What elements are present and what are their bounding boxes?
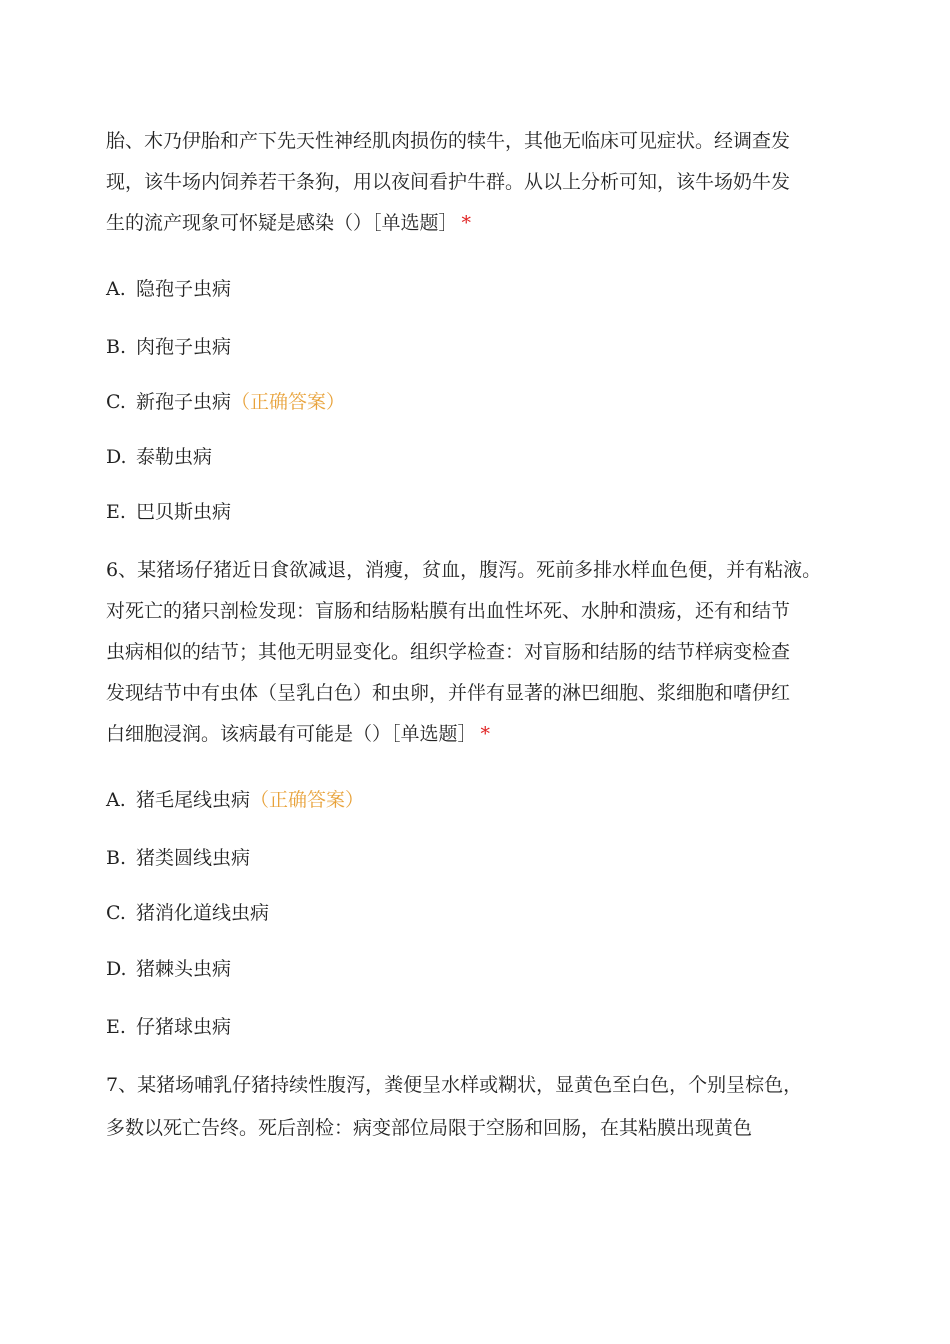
q6-option-e[interactable] [106, 1014, 231, 1040]
option-letter: D. [106, 446, 127, 468]
q6-stem-line-1: 6、某猪场仔猪近日食欲减退，消瘦，贫血，腹泻。死前多排水样血色便，并有粘液。 [106, 559, 822, 581]
q6-stem-line-4: 发现结节中有虫体（呈乳白色）和虫卵，并伴有显著的淋巴细胞、浆细胞和嗜伊红 [106, 682, 791, 704]
q5-stem-line-2: 现，该牛场内饲养若干条狗，用以夜间看护牛群。从以上分析可知，该牛场奶牛发 [106, 171, 791, 193]
option-letter: A. [106, 789, 126, 811]
q5-option-a[interactable] [106, 276, 231, 302]
q6-stem-text: 白细胞浸润。该病最有可能是（）［单选题］ [106, 723, 477, 745]
option-letter: B. [106, 847, 127, 869]
option-text: 隐孢子虫病 [136, 278, 232, 300]
option-text: 猪毛尾线虫病 [136, 789, 251, 811]
option-text: 巴贝斯虫病 [136, 501, 232, 523]
option-letter: A. [106, 278, 126, 300]
q6-stem-line-2: 对死亡的猪只剖检发现：盲肠和结肠粘膜有出血性坏死、水肿和溃疡，还有和结节 [106, 600, 791, 622]
correct-answer-note: （正确答案） [250, 789, 365, 811]
q5-option-e[interactable] [106, 499, 231, 525]
option-text: 猪棘头虫病 [136, 958, 232, 980]
option-letter: E. [106, 501, 126, 523]
q6-stem-line-3: 虫病相似的结节；其他无明显变化。组织学检查：对盲肠和结肠的结节样病变检查 [106, 641, 791, 663]
q6-stem-line-5 [106, 721, 490, 747]
q5-option-d[interactable] [106, 444, 212, 470]
q6-option-d[interactable] [106, 956, 231, 982]
q6-option-c[interactable] [106, 900, 269, 926]
option-text: 新孢子虫病 [136, 391, 232, 413]
option-text: 肉孢子虫病 [136, 336, 232, 358]
option-text: 泰勒虫病 [136, 446, 213, 468]
option-text: 仔猪球虫病 [136, 1016, 232, 1038]
option-letter: B. [106, 336, 127, 358]
correct-answer-note: （正确答案） [231, 391, 346, 413]
required-mark: * [480, 723, 491, 745]
option-text: 猪消化道线虫病 [136, 902, 270, 924]
q5-stem-text: 生的流产现象可怀疑是感染（）［单选题］ [106, 212, 458, 234]
option-letter: C. [106, 391, 126, 413]
required-mark: * [461, 212, 472, 234]
q5-option-c[interactable] [106, 389, 345, 415]
option-text: 猪类圆线虫病 [136, 847, 251, 869]
q5-stem-line-1: 胎、木乃伊胎和产下先天性神经肌肉损伤的犊牛，其他无临床可见症状。经调查发 [106, 130, 791, 152]
q6-option-a[interactable] [106, 787, 364, 813]
option-letter: C. [106, 902, 126, 924]
option-letter: D. [106, 958, 127, 980]
q7-stem-line-1: 7、某猪场哺乳仔猪持续性腹泻，粪便呈水样或糊状，显黄色至白色，个别呈棕色， [106, 1074, 803, 1096]
option-letter: E. [106, 1016, 126, 1038]
q5-stem-line-3 [106, 210, 471, 236]
q6-option-b[interactable] [106, 845, 250, 871]
q5-option-b[interactable] [106, 334, 231, 360]
q7-stem-line-2: 多数以死亡告终。死后剖检：病变部位局限于空肠和回肠，在其粘膜出现黄色 [106, 1117, 753, 1139]
